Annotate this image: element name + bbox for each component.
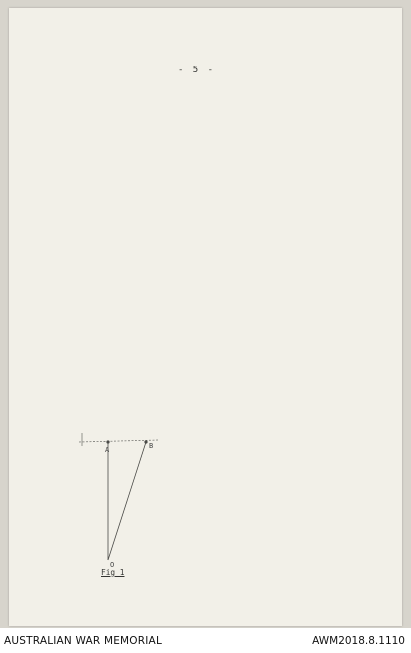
label-a: A [105,446,110,454]
figure-caption: Fig 1 [101,568,125,577]
sight-line-b [108,442,146,560]
target-a-marker [106,440,109,443]
accession-number: AWM2018.8.1110 [312,635,405,647]
document-page [9,8,402,626]
figure-1-diagram [9,8,402,626]
label-b: B [149,442,154,450]
target-b-marker [144,440,147,443]
label-o: O [110,561,115,569]
page-number: - 5 - [177,66,216,75]
footer-bar [0,628,411,653]
institution-name: AUSTRALIAN WAR MEMORIAL [4,635,162,647]
